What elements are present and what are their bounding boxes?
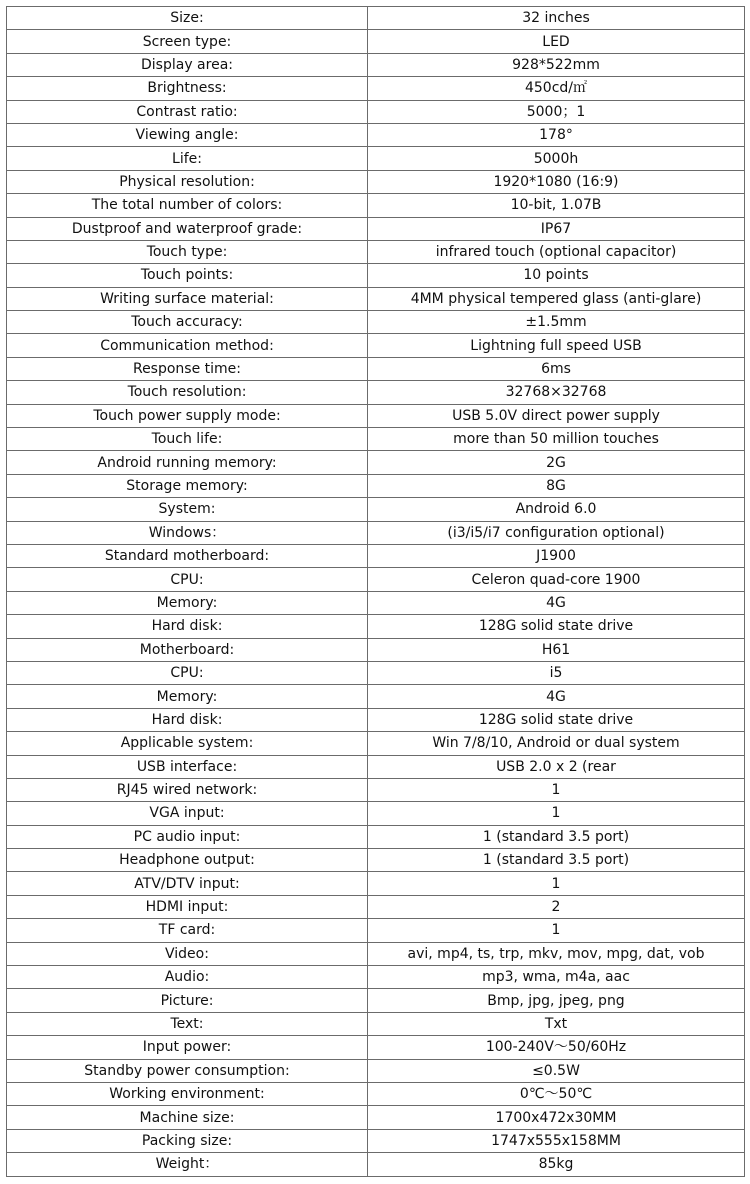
table-row [7,53,745,76]
spec-value: Lightning full speed USB [368,334,745,357]
spec-value: 10 points [368,264,745,287]
spec-label: Hard disk: [7,708,368,731]
table-row [7,451,745,474]
spec-value: Celeron quad-core 1900 [368,568,745,591]
spec-label: USB interface: [7,755,368,778]
spec-value: 4MM physical tempered glass (anti-glare) [368,287,745,310]
spec-value: 1 [368,919,745,942]
spec-label: Writing surface material: [7,287,368,310]
table-row [7,872,745,895]
spec-value: 4G [368,685,745,708]
spec-value: H61 [368,638,745,661]
spec-label: Packing size: [7,1129,368,1152]
table-row [7,661,745,684]
spec-value: 1 (standard 3.5 port) [368,825,745,848]
spec-label: Touch resolution: [7,381,368,404]
spec-label: Audio: [7,966,368,989]
spec-label: VGA input: [7,802,368,825]
spec-label: Display area: [7,53,368,76]
spec-label: Communication method: [7,334,368,357]
table-row [7,778,745,801]
spec-label: Touch power supply mode: [7,404,368,427]
table-row [7,240,745,263]
spec-value: 32 inches [368,7,745,30]
table-row [7,544,745,567]
spec-table [6,6,745,1177]
table-row [7,311,745,334]
table-row [7,194,745,217]
spec-label: Input power: [7,1036,368,1059]
spec-label: Physical resolution: [7,170,368,193]
table-row [7,1153,745,1176]
spec-label: RJ45 wired network: [7,778,368,801]
spec-label: Life: [7,147,368,170]
spec-value: 10-bit, 1.07B [368,194,745,217]
table-row [7,568,745,591]
spec-label: Picture: [7,989,368,1012]
spec-value: more than 50 million touches [368,428,745,451]
spec-label: Weight： [7,1153,368,1176]
spec-value: 5000h [368,147,745,170]
spec-value: 1747x555x158MM [368,1129,745,1152]
table-row [7,825,745,848]
spec-label: ATV/DTV input: [7,872,368,895]
spec-value: Txt [368,1012,745,1035]
spec-label: System: [7,498,368,521]
table-row [7,381,745,404]
spec-value: 2 [368,895,745,918]
table-row [7,732,745,755]
spec-value: 2G [368,451,745,474]
spec-value: 100-240V～50/60Hz [368,1036,745,1059]
spec-label: TF card: [7,919,368,942]
spec-label: Screen type: [7,30,368,53]
spec-value: 450cd/㎡ [368,77,745,100]
spec-label: Touch type: [7,240,368,263]
table-row [7,966,745,989]
spec-label: CPU: [7,568,368,591]
spec-label: Machine size: [7,1106,368,1129]
table-row [7,1012,745,1035]
spec-value: i5 [368,661,745,684]
spec-label: Brightness: [7,77,368,100]
spec-value: 1 (standard 3.5 port) [368,849,745,872]
table-row [7,989,745,1012]
spec-label: Touch life: [7,428,368,451]
table-row [7,264,745,287]
spec-value: USB 5.0V direct power supply [368,404,745,427]
table-row [7,685,745,708]
spec-value: LED [368,30,745,53]
spec-label: Touch accuracy: [7,311,368,334]
table-row [7,1129,745,1152]
table-row [7,591,745,614]
spec-value: 5000；1 [368,100,745,123]
spec-label: Contrast ratio: [7,100,368,123]
spec-label: Windows： [7,521,368,544]
spec-value: 1 [368,802,745,825]
spec-label: Video: [7,942,368,965]
spec-value: J1900 [368,544,745,567]
spec-label: Touch points: [7,264,368,287]
spec-value: 1920*1080 (16:9) [368,170,745,193]
spec-table-body [7,7,745,1177]
spec-label: Applicable system: [7,732,368,755]
table-row [7,919,745,942]
table-row [7,100,745,123]
spec-value: 4G [368,591,745,614]
table-row [7,755,745,778]
spec-value: avi, mp4, ts, trp, mkv, mov, mpg, dat, vob [368,942,745,965]
table-row [7,498,745,521]
table-row [7,942,745,965]
spec-value: Win 7/8/10, Android or dual system [368,732,745,755]
spec-value: infrared touch (optional capacitor) [368,240,745,263]
spec-label: Standard motherboard: [7,544,368,567]
spec-value: 0℃～50℃ [368,1082,745,1105]
spec-value: 32768×32768 [368,381,745,404]
spec-label: Motherboard: [7,638,368,661]
spec-value: 1700x472x30MM [368,1106,745,1129]
table-row [7,217,745,240]
spec-label: Dustproof and waterproof grade: [7,217,368,240]
table-row [7,287,745,310]
spec-label: Storage memory: [7,474,368,497]
table-row [7,77,745,100]
spec-label: CPU: [7,661,368,684]
table-row [7,849,745,872]
spec-label: Response time: [7,357,368,380]
table-row [7,357,745,380]
spec-label: Memory: [7,685,368,708]
spec-label: Standby power consumption: [7,1059,368,1082]
table-row [7,802,745,825]
spec-value: 6ms [368,357,745,380]
spec-label: PC audio input: [7,825,368,848]
table-row [7,147,745,170]
spec-value: Bmp, jpg, jpeg, png [368,989,745,1012]
spec-value: ≤0.5W [368,1059,745,1082]
spec-value: mp3, wma, m4a, aac [368,966,745,989]
table-row [7,170,745,193]
table-row [7,404,745,427]
spec-label: Text: [7,1012,368,1035]
table-row [7,615,745,638]
table-row [7,30,745,53]
spec-value: (i3/i5/i7 configuration optional) [368,521,745,544]
table-row [7,334,745,357]
spec-label: Android running memory: [7,451,368,474]
spec-value: 128G solid state drive [368,708,745,731]
table-row [7,708,745,731]
spec-value: 1 [368,778,745,801]
table-row [7,7,745,30]
spec-label: Hard disk: [7,615,368,638]
spec-label: HDMI input: [7,895,368,918]
spec-value: 8G [368,474,745,497]
spec-label: Memory: [7,591,368,614]
table-row [7,1036,745,1059]
spec-label: Headphone output: [7,849,368,872]
table-row [7,638,745,661]
table-row [7,1059,745,1082]
spec-label: Size: [7,7,368,30]
spec-value: 128G solid state drive [368,615,745,638]
spec-value: 178° [368,123,745,146]
spec-value: 928*522mm [368,53,745,76]
spec-value: Android 6.0 [368,498,745,521]
spec-label: Viewing angle: [7,123,368,146]
table-row [7,1106,745,1129]
spec-value: 1 [368,872,745,895]
spec-value: ±1.5mm [368,311,745,334]
spec-label: Working environment: [7,1082,368,1105]
spec-value: 85kg [368,1153,745,1176]
spec-value: IP67 [368,217,745,240]
spec-label: The total number of colors: [7,194,368,217]
table-row [7,895,745,918]
table-row [7,1082,745,1105]
table-row [7,428,745,451]
table-row [7,521,745,544]
spec-value: USB 2.0 x 2 (rear [368,755,745,778]
table-row [7,474,745,497]
table-row [7,123,745,146]
